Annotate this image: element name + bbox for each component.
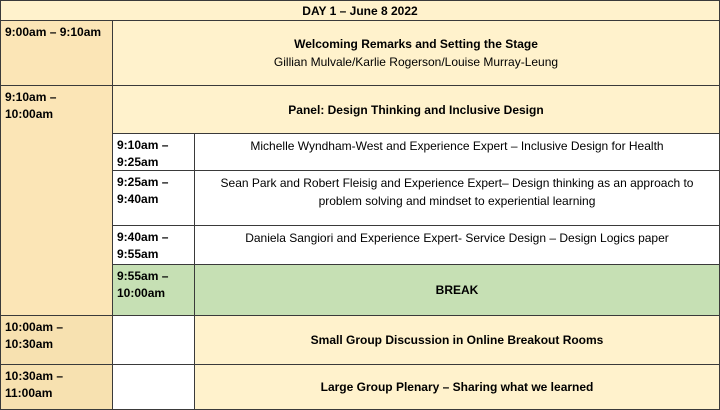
sub-session-cell: [194, 133, 720, 171]
session-speakers: Gillian Mulvale/Karlie Rogerson/Louise Murray-Leung: [273, 55, 559, 69]
sub-time-cell: 9:25am – 9:40am: [112, 170, 195, 226]
sub-time-cell: 9:40am – 9:55am: [112, 225, 195, 265]
break-cell: BREAK: [194, 264, 720, 316]
sub-session-cell: [194, 225, 720, 265]
sub-time-cell: 9:10am – 9:25am: [112, 133, 195, 171]
sub-session-text: Daniela Sangiori and Experience Expert- Service Design – Design Logics paper: [245, 231, 669, 245]
session-cell: [112, 20, 720, 86]
sub-session-text: problem solving and mindset to experiential learning: [318, 194, 596, 208]
session-title: Small Group Discussion in Online Breakout Rooms: [194, 315, 720, 365]
sub-session-text: Sean Park and Robert Fleisig and Experience Expert– Design thinking as an approach to: [220, 176, 694, 190]
time-cell: 9:00am – 9:10am: [0, 20, 113, 86]
session-title: Large Group Plenary – Sharing what we learned: [194, 364, 720, 410]
time-cell: 9:10am – 10:00am: [0, 85, 113, 316]
sub-session-text: Michelle Wyndham-West and Experience Expert – Inclusive Design for Health: [250, 139, 664, 153]
session-title: Panel: Design Thinking and Inclusive Design: [112, 85, 720, 134]
session-title: Welcoming Remarks and Setting the Stage: [294, 37, 538, 51]
time-cell: 10:30am – 11:00am: [0, 364, 113, 410]
sub-time-cell: 9:55am – 10:00am: [112, 264, 195, 316]
empty-cell: [112, 315, 195, 365]
day-header: DAY 1 – June 8 2022: [0, 0, 720, 21]
empty-cell: [112, 364, 195, 410]
sub-session-cell: [194, 170, 720, 226]
time-cell: 10:00am – 10:30am: [0, 315, 113, 365]
